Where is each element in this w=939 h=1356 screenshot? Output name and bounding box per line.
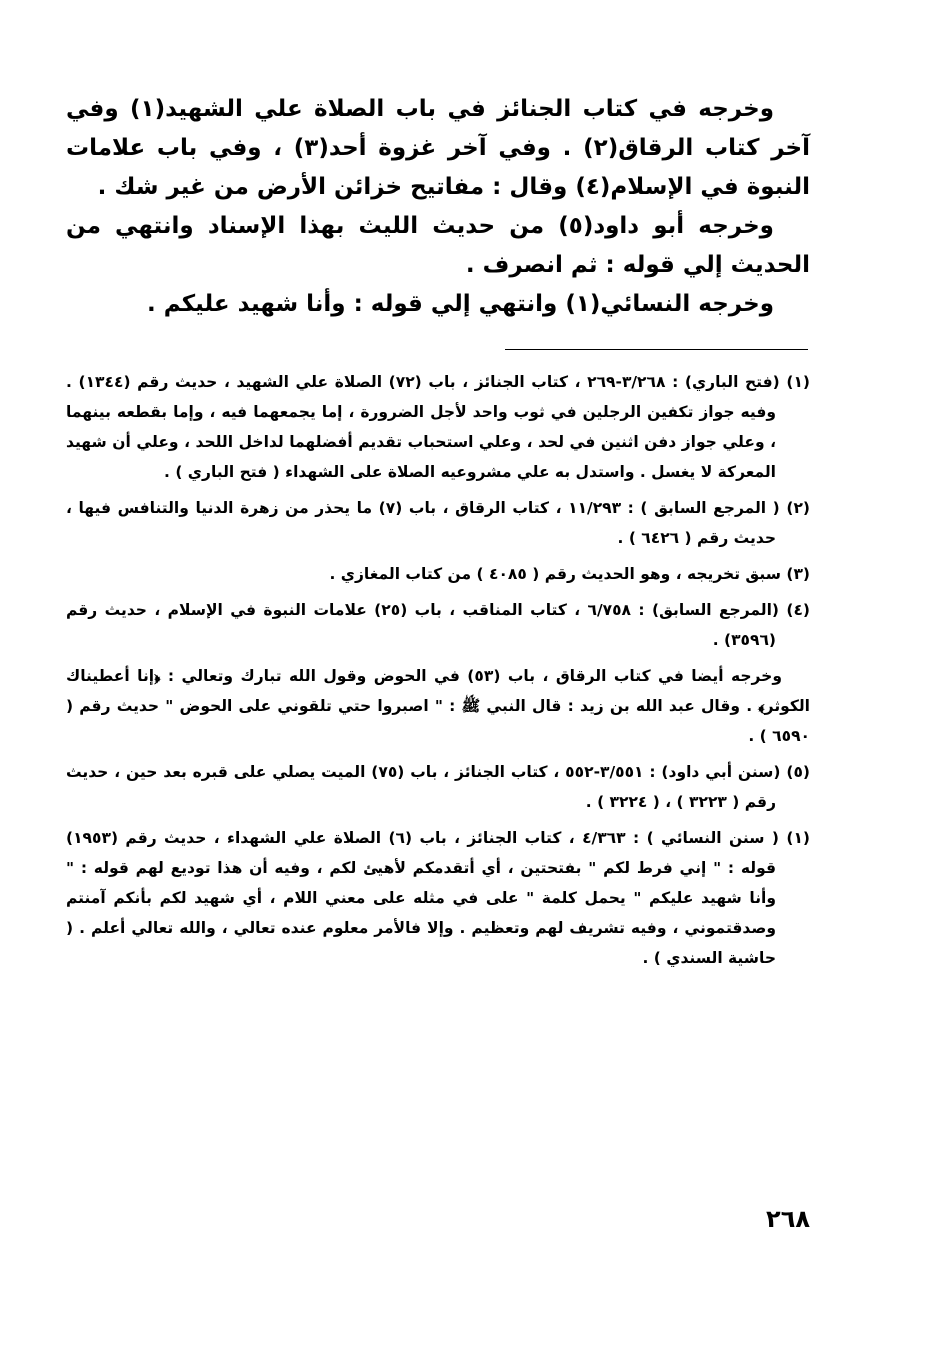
paragraph-2: وخرجه أبو داود(٥) من حديث الليث بهذا الإسناد وانتهي من الحديث إلي قوله : ثم انصرف . [66, 213, 810, 278]
footnote-separator [505, 349, 808, 350]
main-text [66, 90, 810, 324]
footnotes [66, 367, 810, 979]
footnote-5: (٥) (سنن أبي داود) : ٣/٥٥١-٥٥٢ ، كتاب الجنائز ، باب (٧٥) الميت يصلي على قبره بعد حين ، حديث رقم ( ٣٢٢٣ ) ، ( ٣٢٢٤ ) . [66, 763, 810, 811]
footnote-4: (٤) (المرجع السابق) : ٦/٧٥٨ ، كتاب المناقب ، باب (٢٥) علامات النبوة في الإسلام ، حديث رقم (٣٥٩٦) . [66, 601, 811, 649]
footnote-6: (١) ( سنن النسائي ) : ٤/٣٦٣ ، كتاب الجنائز ، باب (٦) الصلاة علي الشهداء ، حديث رقم (١٩٥٣) قوله : " إني فرط لكم " بفتحتين ، أي أتقدمكم لأهيئ لكم ، وفيه أن هذا توديع لهم قوله : " وأنا شهيد عليكم " يحمل كلمة " على في مثله على معني اللام ، أي شهيد لكم بأنكم آمنتم وصدقتموني ، وفيه تشريف لهم وتعظيم . وإلا فالأمر معلوم عنده تعالي ، والله تعالي أعلم . ( حاشية السندي ) . [66, 829, 811, 967]
page-number: ٢٦٨ [766, 1205, 810, 1233]
paragraph-1: وخرجه في كتاب الجنائز في باب الصلاة علي الشهيد(١) وفي آخر كتاب الرقاق(٢) . وفي آخر غزوة أحد(٣) ، وفي باب علامات النبوة في الإسلام(٤) وقال : مفاتيح خزائن الأرض من غير شك . [66, 96, 810, 200]
footnote-1: (١) (فتح الباري) : ٣/٢٦٨-٢٦٩ ، كتاب الجنائز ، باب (٧٢) الصلاة علي الشهيد ، حديث رقم (١٣٤٤) . وفيه جواز تكفين الرجلين في ثوب واحد لأجل الضرورة ، إما يجمعهما فيه ، وإما بقطعه بينهما ، وعلي جواز دفن اثنين في لحد ، وعلي استحباب تقديم أفضلهما لداخل اللحد ، وعلي أن شهيد المعركة لا يغسل . واستدل به علي مشروعيه الصلاة على الشهداء ( فتح الباري ) . [66, 373, 810, 481]
paragraph-3: وخرجه النسائي(١) وانتهي إلي قوله : وأنا شهيد عليكم . [147, 291, 774, 317]
footnote-3: (٣) سبق تخريجه ، وهو الحديث رقم ( ٤٠٨٥ ) من كتاب المغازي . [329, 565, 810, 583]
footnote-4-continuation: وخرجه أيضا في كتاب الرقاق ، باب (٥٣) في الحوض وقول الله تبارك وتعالي : ﴿إنا أعطيناك الكوثر﴾ . وقال عبد الله بن زيد : قال النبي ﷺ : " اصبروا حتي تلقوني على الحوض " حديث رقم ( ٦٥٩٠ ) . [66, 667, 810, 745]
footnote-2: (٢) ( المرجع السابق ) : ١١/٢٩٣ ، كتاب الرقاق ، باب (٧) ما يحذر من زهرة الدنيا والتنافس فيها ، حديث رقم ( ٦٤٢٦ ) . [66, 499, 810, 547]
